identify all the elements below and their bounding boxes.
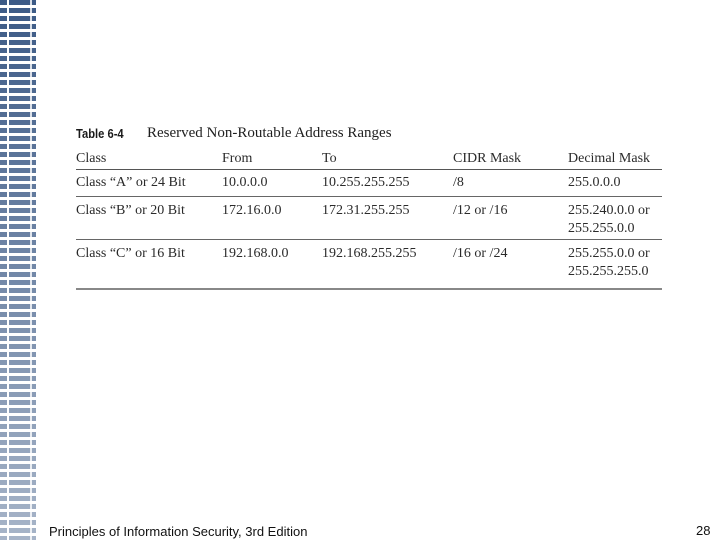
table-caption [76,118,662,148]
cell-from: 192.168.0.0 [222,246,289,261]
decimal-mask-line: 255.255.0.0 [568,221,635,236]
cell-to: 172.31.255.255 [322,203,410,218]
cell-to: 10.255.255.255 [322,175,410,190]
cell-cidr-mask: /16 or /24 [453,246,508,261]
cell-to: 192.168.255.255 [322,246,417,261]
cell-class: Class “A” or 24 Bit [76,175,186,190]
column-header-class: Class [76,151,107,166]
decimal-mask-line: 255.240.0.0 or [568,203,650,218]
column-header-cidr-mask: CIDR Mask [453,151,522,166]
table-title: Reserved Non-Routable Address Ranges [147,124,392,141]
table-number: Table 6-4 [76,125,124,141]
footer-book-title: Principles of Information Security, 3rd Edition [49,524,308,539]
side-strip-line [7,0,9,540]
cell-decimal-mask: 255.0.0.0 [568,175,621,190]
decimal-mask-line: 255.255.0.0 or [568,246,650,261]
cell-cidr-mask: /12 or /16 [453,203,508,218]
table-header-row [76,148,662,169]
column-header-decimal-mask: Decimal Mask [568,151,651,166]
cell-decimal-mask [568,245,662,288]
cell-from: 172.16.0.0 [222,203,282,218]
decorative-side-strip [0,0,36,540]
column-header-from: From [222,151,253,166]
table-row [76,170,662,196]
page-number: 28 [696,523,711,538]
cell-decimal-mask [568,202,662,239]
table-row [76,240,662,288]
cell-class: Class “B” or 20 Bit [76,203,185,218]
side-strip-line [30,0,32,540]
address-range-table [76,118,662,290]
column-header-to: To [322,151,337,166]
cell-from: 10.0.0.0 [222,175,268,190]
table-row [76,197,662,239]
table-bottom-rule [76,288,662,290]
cell-class: Class “C” or 16 Bit [76,246,185,261]
cell-cidr-mask: /8 [453,175,464,190]
decimal-mask-line: 255.255.255.0 [568,264,649,279]
